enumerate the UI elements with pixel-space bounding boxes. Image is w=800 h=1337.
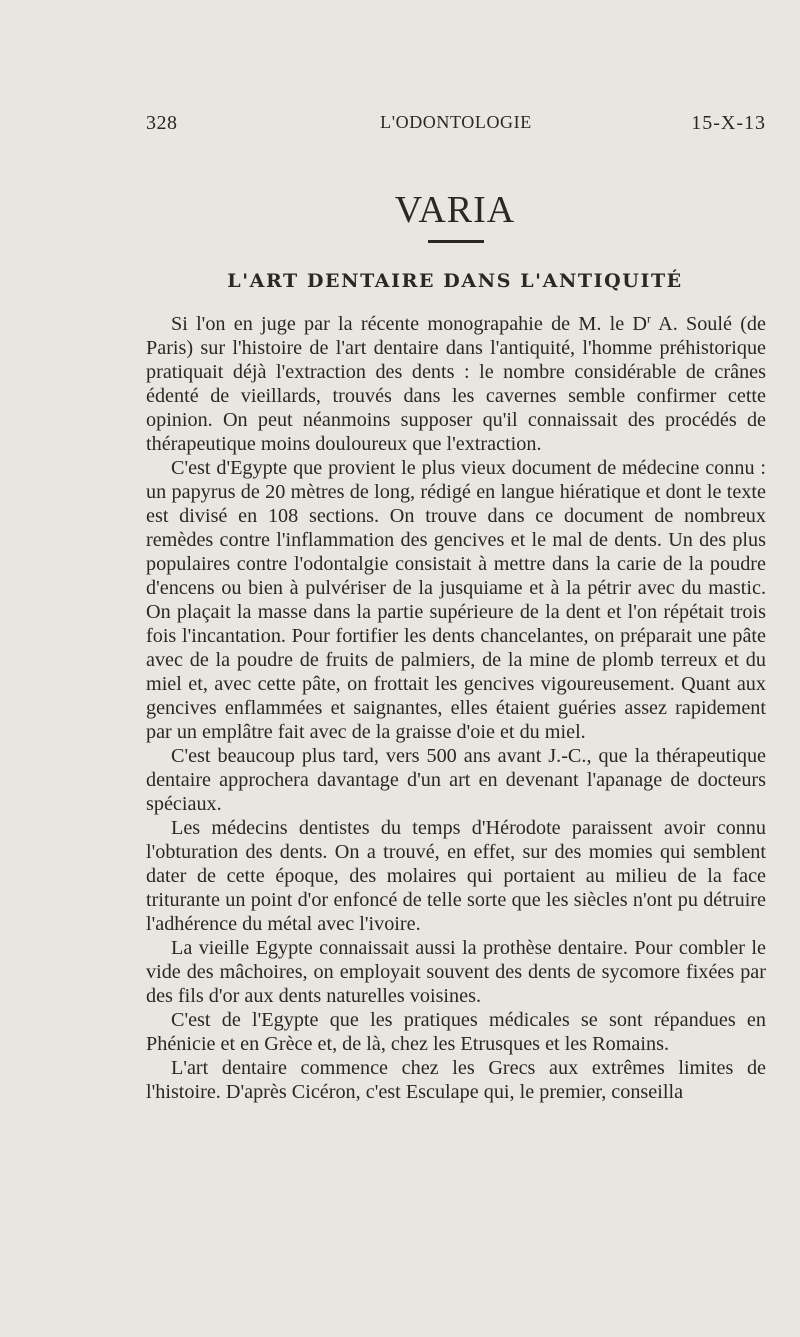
paragraph: C'est de l'Egypte que les pratiques médicales se sont répandues en Phénicie et en Grèce et, de là, chez les Etrusques et les Romains. (146, 1009, 766, 1055)
paragraph-text: Si l'on en juge par la récente monograpahie de M. le D (171, 313, 647, 335)
title-rule (428, 240, 484, 243)
article-title: L'ART DENTAIRE DANS L'ANTIQUITÉ (227, 270, 683, 292)
paragraph-text: A. Soulé (de Paris) sur l'histoire de l'art dentaire dans l'antiquité, l'homme préhistorique pratiquait déjà l'extraction des dents : le nombre considérable de crânes édenté de vieillards, trouvés dans les cavernes semble confirmer cette opinion. On peut néanmoins supposer qu'il connaissait des procédés de thérapeutique moins douloureux que l'extraction. (146, 313, 766, 455)
running-header (146, 112, 766, 142)
paragraph: La vieille Egypte connaissait aussi la prothèse dentaire. Pour combler le vide des mâchoires, on employait souvent des dents de sycomore fixées par des fils d'or aux dents naturelles voisines. (146, 937, 766, 1007)
paragraph (146, 312, 766, 456)
paragraph: C'est beaucoup plus tard, vers 500 ans avant J.-C., que la thérapeutique dentaire approchera davantage d'un art en devenant l'apanage de docteurs spéciaux. (146, 745, 766, 815)
paragraph: L'art dentaire commence chez les Grecs aux extrêmes limites de l'histoire. D'après Cicéron, c'est Esculape qui, le premier, conseilla (146, 1057, 766, 1103)
issue-date: 15-X-13 (691, 112, 766, 134)
superscript: r (647, 311, 651, 326)
section-title: VARIA (394, 189, 516, 231)
page-number: 328 (146, 112, 178, 134)
article-body (146, 312, 766, 1104)
paragraph: C'est d'Egypte que provient le plus vieux document de médecine connu : un papyrus de 20 mètres de long, rédigé en langue hiératique et dont le texte est divisé en 108 sections. On trouve dans ce document de nombreux remèdes contre l'inflammation des gencives et le mal de dents. Un des plus populaires contre l'odontalgie consistait à mettre dans la carie de la poudre d'encens ou bien à pulvériser de la jusquiame et à la pétrir avec du mastic. On plaçait la masse dans la partie supérieure de la dent et l'on répétait trois fois l'incantation. Pour fortifier les dents chancelantes, on préparait une pâte avec de la poudre de fruits de palmiers, de la mine de plomb terreux et du miel et, avec cette pâte, on frottait les gencives vigoureusement. Quant aux gencives enflammées et saignantes, elles étaient guéries assez rapidement par un emplâtre fait avec de la graisse d'oie et du miel. (146, 457, 766, 743)
paragraph: Les médecins dentistes du temps d'Hérodote paraissent avoir connu l'obturation des dents. On a trouvé, en effet, sur des momies qui semblent dater de cette époque, des molaires qui portaient au milieu de la face triturante un point d'or enfoncé de telle sorte que les siècles n'ont pu détruire l'adhérence du métal avec l'ivoire. (146, 817, 766, 935)
running-title: L'ODONTOLOGIE (380, 112, 532, 132)
